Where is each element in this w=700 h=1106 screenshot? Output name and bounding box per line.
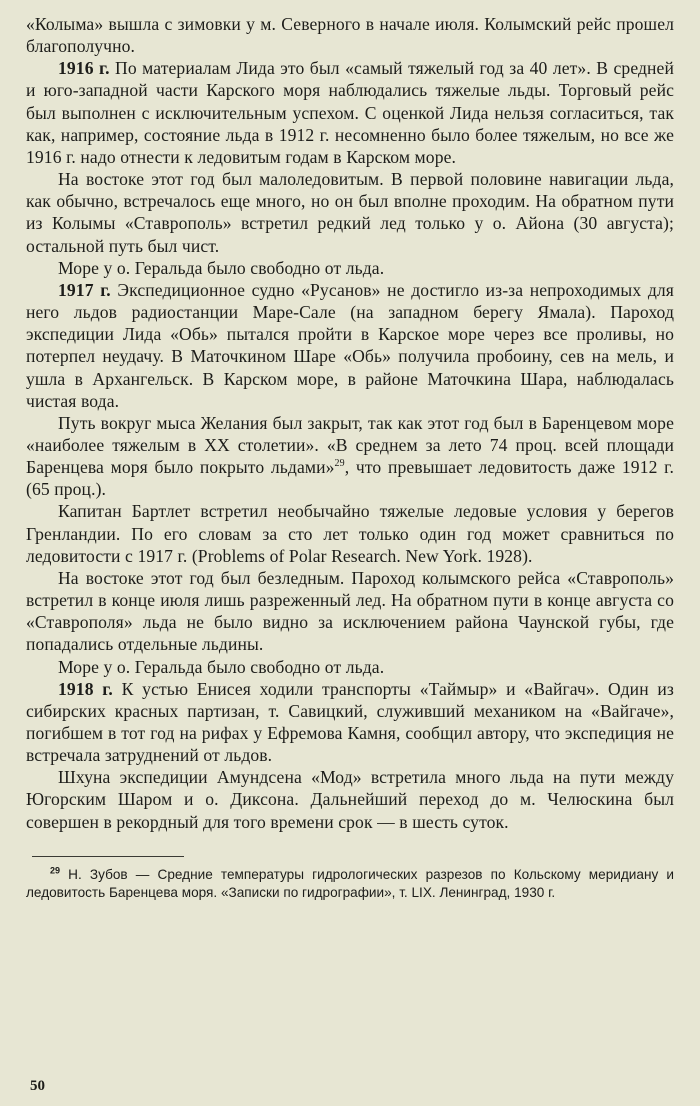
paragraph-6 — [26, 412, 674, 501]
paragraph-text: «Колыма» вышла с зимовки у м. Северного в начале июля. Колымский рейс прошел благополучно. — [26, 14, 674, 57]
paragraph-text: Море у о. Геральда было свободно от льда. — [58, 257, 385, 278]
footnote-reference: 29 — [334, 458, 345, 470]
paragraph-1917 — [26, 279, 674, 412]
paragraph-text: Путь вокруг мыса Желания был закрыт, так как этот год был в Баренцевом море «наиболее тяжелым в XX столетии». «В среднем за лето 74 проц. всей площади Баренцева моря было покрыто льдами» — [26, 412, 674, 478]
paragraph-1918 — [26, 678, 674, 767]
paragraph-text: Шхуна экспедиции Амундсена «Мод» встретила много льда на пути между Югорским Шаром и о. Диксона. Дальнейший переход до м. Челюскина был совершен в рекордный для того времени срок — в шесть суток. — [26, 767, 674, 832]
paragraph-text: К устью Енисея ходили транспорты «Таймыр» и «Вайгач». Один из сибирских красных партизан, т. Савицкий, служивший механиком на «Вайгаче», погибшем в тот год на рифах у Ефремова Камня, сообщил автору, что экспедиция не встречала затруднений от льдов. — [26, 678, 674, 766]
paragraph-9 — [26, 656, 674, 678]
year-heading: 1918 г. — [58, 678, 113, 699]
paragraph-11 — [26, 766, 674, 832]
paragraph-1 — [26, 13, 674, 57]
paragraph-7 — [26, 500, 674, 566]
paragraph-text: Море у о. Геральда было свободно от льда. — [58, 656, 385, 677]
year-heading: 1916 г. — [58, 58, 110, 79]
year-heading: 1917 г. — [58, 279, 111, 300]
paragraph-1916 — [26, 57, 674, 168]
footnote-text — [26, 866, 674, 902]
paragraph-text: Экспедиционное судно «Русанов» не достигло из-за непроходимых для него льдов радиостанции Маре-Сале (на западном берегу Ямала). Пароход экспедиции Лида «Обь» пытался пройти в Карское море через все проливы, но потерпел неудачу. В Маточкином Шаре «Обь» получила пробоину, сев на мель, и ушла в Архангельск. В Карском море, в районе Маточкина Шара, наблюдалась чистая вода. — [26, 279, 674, 411]
paragraph-text: На востоке этот год был безледным. Пароход колымского рейса «Ставрополь» встретил в конце июля лишь разреженный лед. На обратном пути в конце августа со «Ставрополя» льда не было видно за исключением района Чаунской губы, где попадались отдельные льдины. — [26, 567, 674, 655]
paragraph-text: , что превышает ледовитость даже 1912 г. (65 проц.). — [26, 457, 674, 500]
footnote-marker: 29 — [50, 865, 61, 876]
footnote-body: Н. Зубов — Средние температуры гидрологических разрезов по Кольскому меридиану и ледовитость Баренцева моря. «Записки по гидрографии», т. LIX. Ленинград, 1930 г. — [26, 866, 674, 900]
paragraph-4 — [26, 257, 674, 279]
paragraph-text: По материалам Лида это был «самый тяжелый год за 40 лет». В средней и юго-западной части Карского моря наблюдались тяжелые льды. Торговый рейс был выполнен с исключительным успехом. С оценкой Лида нельзя согласиться, так как, например, состояние льда в 1912 г. несомненно было более тяжелым, но все же 1916 г. надо отнести к ледовитым годам в Карском море. — [26, 58, 674, 167]
footnote-divider — [32, 856, 184, 857]
footnote — [26, 866, 674, 902]
paragraph-3 — [26, 168, 674, 257]
page-number: 50 — [30, 1078, 45, 1094]
paragraph-text: На востоке этот год был малоледовитым. В первой половине навигации льда, как обычно, встречалось еще много, но он был вполне проходим. На обратном пути из Колымы «Ставрополь» встретил редкий лед только у о. Айона (30 августа); остальной путь был чист. — [26, 169, 674, 256]
main-text — [26, 13, 674, 833]
paragraph-8 — [26, 567, 674, 656]
paragraph-text: Капитан Бартлет встретил необычайно тяжелые ледовые условия у берегов Гренландии. По его словам за сто лет только один год может сравниться по ледовитости с 1917 г. (Problems of Polar Research. New York. 1928). — [26, 501, 674, 566]
